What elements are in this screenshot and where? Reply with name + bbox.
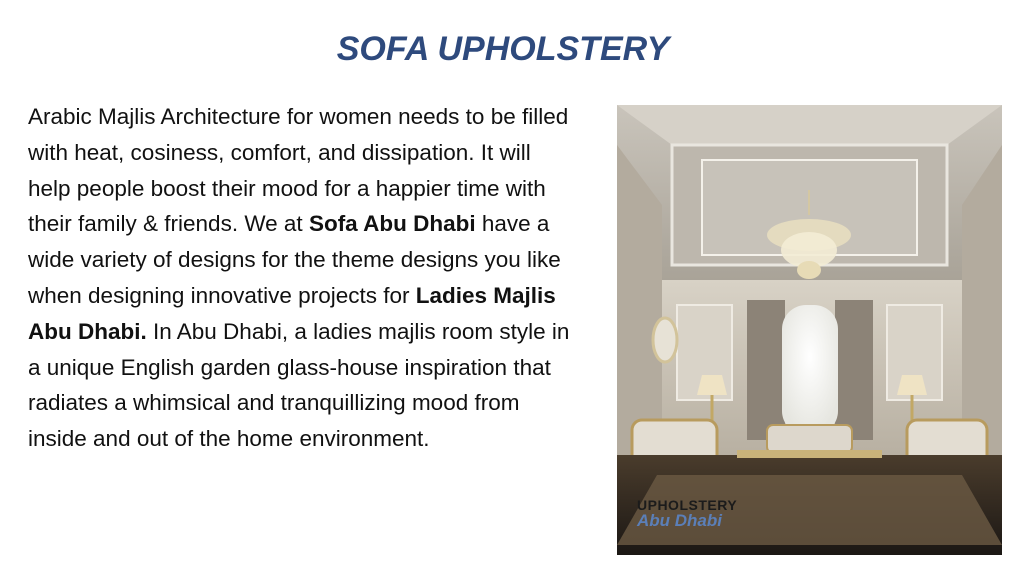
- watermark-abu-dhabi: Abu Dhabi: [637, 511, 722, 530]
- paragraph-text-2: have a wide variety of designs for the theme designs you like when designing innovative projects for: [28, 211, 561, 308]
- upholstery-watermark: [637, 497, 737, 531]
- paragraph-text-1: Arabic Majlis Architecture for women needs to be filled with heat, cosiness, comfort, and dissipation. It will help people boost their mood for a happier time with their family & friends. We at: [28, 104, 569, 237]
- body-paragraph: [28, 99, 578, 457]
- slide-title: SOFA UPHOLSTERY: [336, 30, 670, 68]
- paragraph-text-3: In Abu Dhabi, a ladies majlis room style in a unique English garden glass-house inspiration that radiates a whimsical and tranquillizing mood from inside and out of the home environment.: [28, 318, 570, 452]
- watermark-upholstery: UPHOLSTERY: [637, 497, 738, 513]
- majlis-room-illustration: [617, 105, 1002, 555]
- paragraph-bold-ladies-majlis: Ladies Majlis Abu Dhabi.: [28, 282, 556, 344]
- paragraph-bold-sofa-abu-dhabi: Sofa Abu Dhabi: [308, 211, 476, 237]
- majlis-room-photo: [617, 105, 1002, 555]
